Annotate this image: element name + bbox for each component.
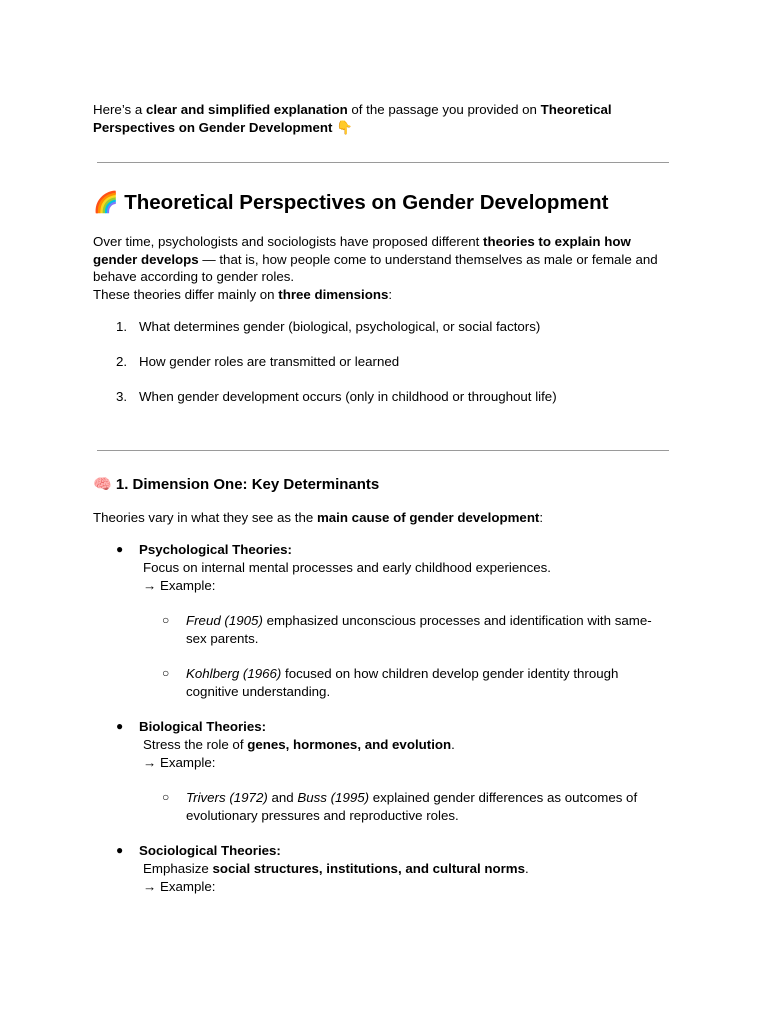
list-number: 3. <box>116 389 128 404</box>
theory-description-text: Emphasize <box>143 861 213 876</box>
theory-description-bold: genes, hormones, and evolution <box>247 737 452 752</box>
citation: Buss (1995) <box>297 790 370 805</box>
citation: Kohlberg (1966) <box>186 666 282 681</box>
theory-description <box>143 860 529 878</box>
divider <box>97 162 669 163</box>
theory-description-text: Stress the role of <box>143 737 248 752</box>
divider <box>97 450 669 451</box>
list-item-text: How gender roles are transmitted or learned <box>139 354 400 369</box>
section-intro-text: : <box>539 510 544 525</box>
page-title <box>93 188 608 217</box>
pointing-down-icon: 👇 <box>336 120 353 136</box>
citation: Trivers (1972) <box>186 790 268 805</box>
list-item <box>93 318 673 353</box>
section-heading-text: 1. Dimension One: Key Determinants <box>115 476 380 493</box>
intro-bold-phrase: clear and simplified explanation <box>145 102 348 117</box>
intro-topic: Theoretical Perspectives on Gender Development <box>93 102 612 135</box>
sub-bullet-icon: ○ <box>162 666 170 680</box>
section-heading <box>93 474 379 495</box>
list-item-text: When gender development occurs (only in childhood or throughout life) <box>139 389 557 404</box>
example-label: → Example: <box>143 578 216 593</box>
page-title-text: Theoretical Perspectives on Gender Development <box>124 191 609 214</box>
list-item-text: What determines gender (biological, psychological, or social factors) <box>139 319 541 334</box>
brain-icon: 🧠 <box>93 475 112 493</box>
list-item <box>93 353 673 388</box>
theory-description <box>143 736 455 754</box>
example-body: explained gender differences as outcomes of evolutionary pressures and reproductive roles. <box>186 790 638 823</box>
theory-label: Sociological Theories: <box>139 843 281 858</box>
overview-text: — that is, how people come to understand themselves as male or female and behave according to gender roles. <box>93 251 658 284</box>
example-body: and <box>267 790 298 805</box>
overview-text: : <box>388 286 393 302</box>
section-intro-text: Theories vary in what they see as the <box>93 510 317 525</box>
bullet-icon: ● <box>116 843 124 857</box>
example-label: → Example: <box>143 879 216 894</box>
list-number: 1. <box>116 319 128 334</box>
example-text <box>186 665 656 700</box>
section-intro-bold: main cause of gender development <box>316 510 540 525</box>
example-text <box>186 612 656 647</box>
theory-description-text: . <box>525 861 529 876</box>
example-body: focused on how children develop gender identity through cognitive understanding. <box>186 666 619 699</box>
overview-bold: theories to explain how gender develops <box>93 234 631 267</box>
overview-bold: three dimensions <box>278 286 389 302</box>
bullet-icon: ● <box>116 719 124 733</box>
intro-text: Here’s a <box>93 102 146 117</box>
dimensions-list <box>93 318 673 423</box>
rainbow-icon: 🌈 <box>93 190 119 214</box>
overview-text: These theories differ mainly on <box>93 286 279 302</box>
bullet-icon: ● <box>116 542 124 556</box>
theory-description-text: . <box>451 737 455 752</box>
theory-description-bold: social structures, institutions, and cultural norms <box>212 861 526 876</box>
theory-label: Psychological Theories: <box>139 542 292 557</box>
list-number: 2. <box>116 354 128 369</box>
sub-bullet-icon: ○ <box>162 790 170 804</box>
theory-label: Biological Theories: <box>139 719 267 734</box>
example-label: → Example: <box>143 755 216 770</box>
citation: Freud (1905) <box>186 613 263 628</box>
theory-description: Focus on internal mental processes and early childhood experiences. <box>143 560 552 575</box>
intro-paragraph <box>93 101 668 137</box>
sub-bullet-icon: ○ <box>162 613 170 627</box>
section-intro-paragraph <box>93 509 673 527</box>
overview-paragraph <box>93 233 673 303</box>
example-body: emphasized unconscious processes and identification with same-sex parents. <box>186 613 652 646</box>
overview-text: Over time, psychologists and sociologists have proposed different <box>93 234 484 249</box>
example-text <box>186 789 656 824</box>
intro-text: of the passage you provided on <box>347 102 541 117</box>
list-item <box>93 388 673 423</box>
